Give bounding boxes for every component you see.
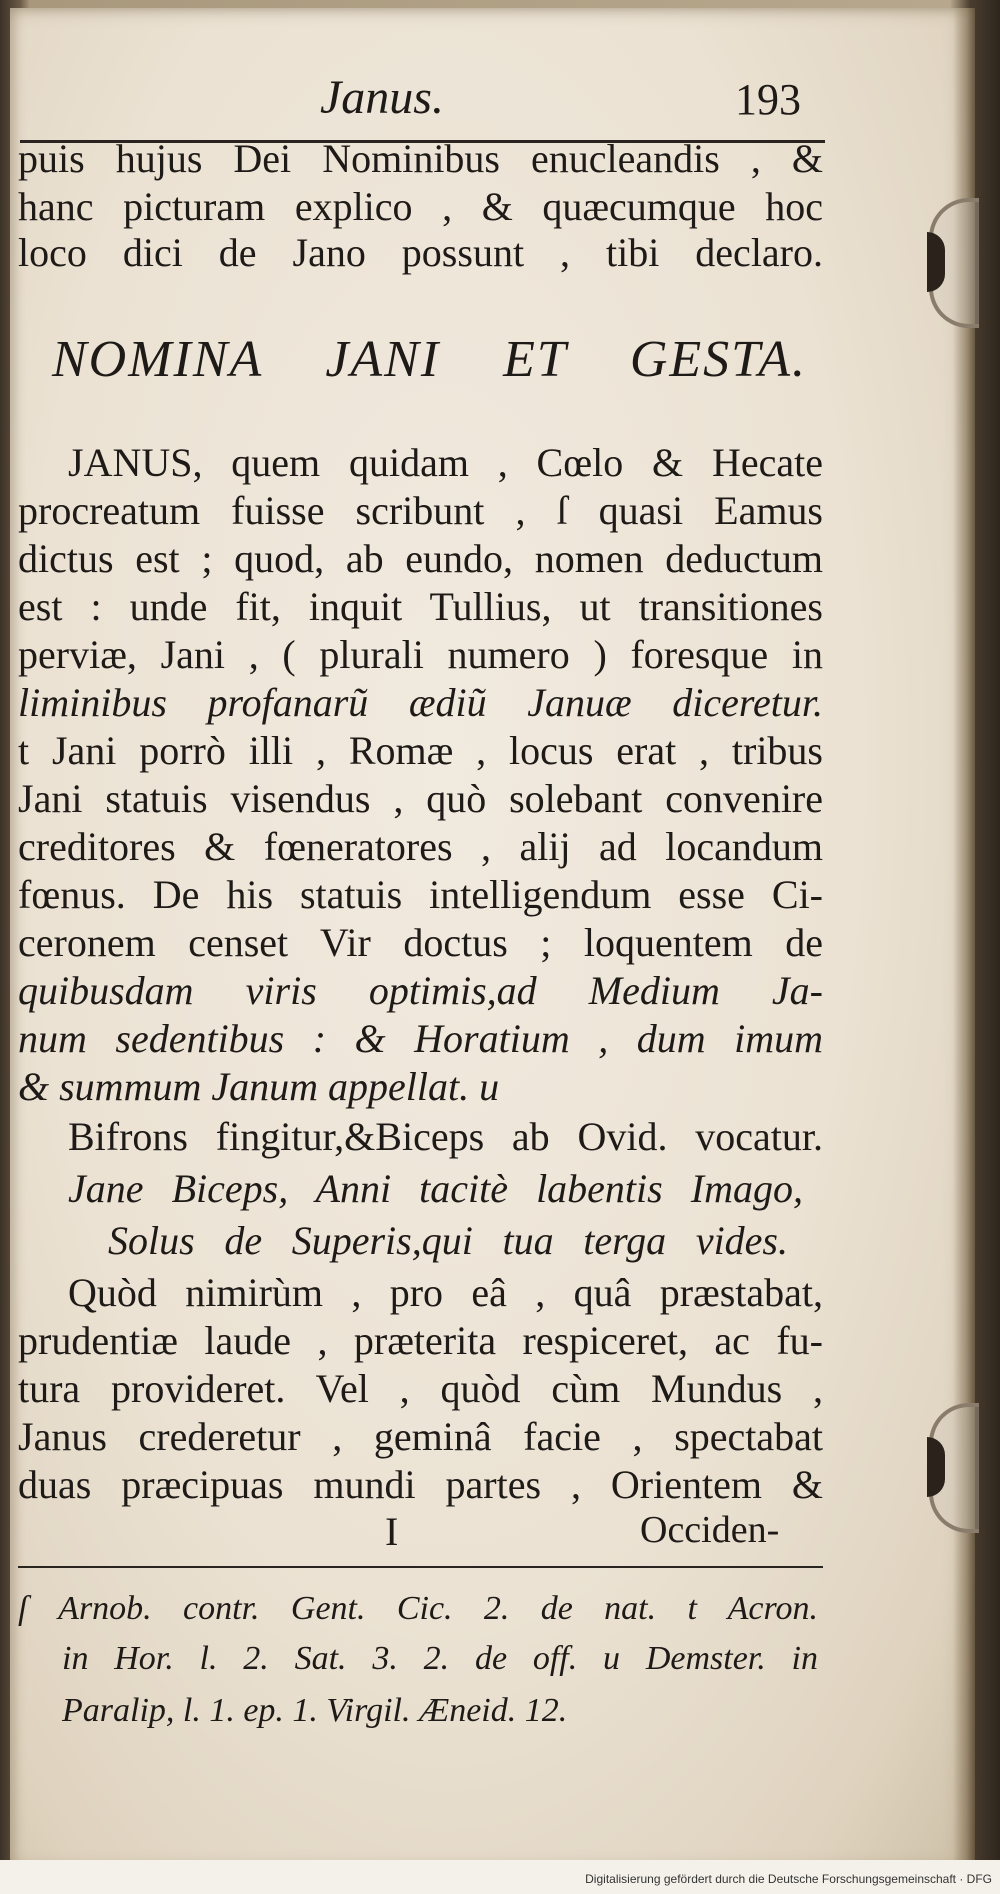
page-clip-top [929, 198, 979, 328]
text-line: fœnus. De his statuis intelligendum esse Ci- [18, 872, 823, 917]
footnote-line: ſ Arnob. contr. Gent. Cic. 2. de nat. t Acron. [18, 1590, 818, 1627]
running-head-title: Janus. [320, 71, 444, 124]
text-line: liminibus profanarũ ædiũ Januæ diceretur. [18, 680, 823, 725]
verse-line: Jane Biceps, Anni tacitè labentis Imago, [68, 1166, 803, 1211]
text-line: puis hujus Dei Nominibus enucleandis , & [18, 136, 823, 181]
catchword: Occiden- [640, 1509, 780, 1551]
text-line: num sedentibus : & Horatium , dum imum [18, 1016, 823, 1061]
text-line: creditores & fœneratores , alij ad locandum [18, 824, 823, 869]
text-line: duas præcipuas mundi partes , Orientem & [18, 1462, 823, 1507]
verse-line: Solus de Superis,qui tua terga vides. [108, 1218, 788, 1263]
text-line: & summum Janum appellat. u [18, 1064, 500, 1109]
section-heading: NOMINA JANI ET GESTA. [52, 331, 807, 388]
text-line: hanc picturam explico , & quæcumque hoc [18, 184, 823, 229]
footnote-line: Paralip, l. 1. ep. 1. Virgil. Æneid. 12. [62, 1692, 568, 1729]
text-line: dictus est ; quod, ab eundo, nomen deductum [18, 536, 823, 581]
text-line: loco dici de Jano possunt , tibi declaro. [18, 230, 823, 275]
book-page [10, 8, 975, 1870]
text-line: Janus crederetur , geminâ facie , spectabat [18, 1414, 823, 1459]
text-line: Quòd nimirùm , pro eâ , quâ præstabat, [68, 1270, 823, 1315]
text-line: tura provideret. Vel , quòd cùm Mundus , [18, 1366, 823, 1411]
text-line: prudentiæ laude , præterita respiceret, ac fu- [18, 1318, 823, 1363]
text-line: perviæ, Jani , ( plurali numero ) foresque in [18, 632, 823, 677]
signature-mark: I [385, 1509, 399, 1554]
text-line: est : unde fit, inquit Tullius, ut transitiones [18, 584, 823, 629]
footnote-line: in Hor. l. 2. Sat. 3. 2. de off. u Demster. in [62, 1640, 818, 1677]
text-line: ceronem censet Vir doctus ; loquentem de [18, 920, 823, 965]
page-clip-bottom [929, 1403, 979, 1533]
clip-hole-icon [927, 1437, 945, 1497]
footnote-rule [18, 1566, 823, 1568]
text-line: quibusdam viris optimis,ad Medium Ja- [18, 968, 823, 1013]
text-line: Jani statuis visendus , quò solebant convenire [18, 776, 823, 821]
text-line: Bifrons fingitur,&Biceps ab Ovid. vocatur. [68, 1114, 823, 1159]
page-number: 193 [735, 75, 801, 124]
text-line: JANUS, quem quidam , Cœlo & Hecate [68, 440, 823, 485]
credit-band [0, 1860, 1000, 1894]
text-line: procreatum fuisse scribunt , ſ quasi Eamus [18, 488, 823, 533]
text-line: t Jani porrò illi , Romæ , locus erat , tribus [18, 728, 823, 773]
clip-hole-icon [927, 232, 945, 292]
digitization-credit: Digitalisierung gefördert durch die Deutsche Forschungsgemeinschaft · DFG [585, 1872, 992, 1886]
